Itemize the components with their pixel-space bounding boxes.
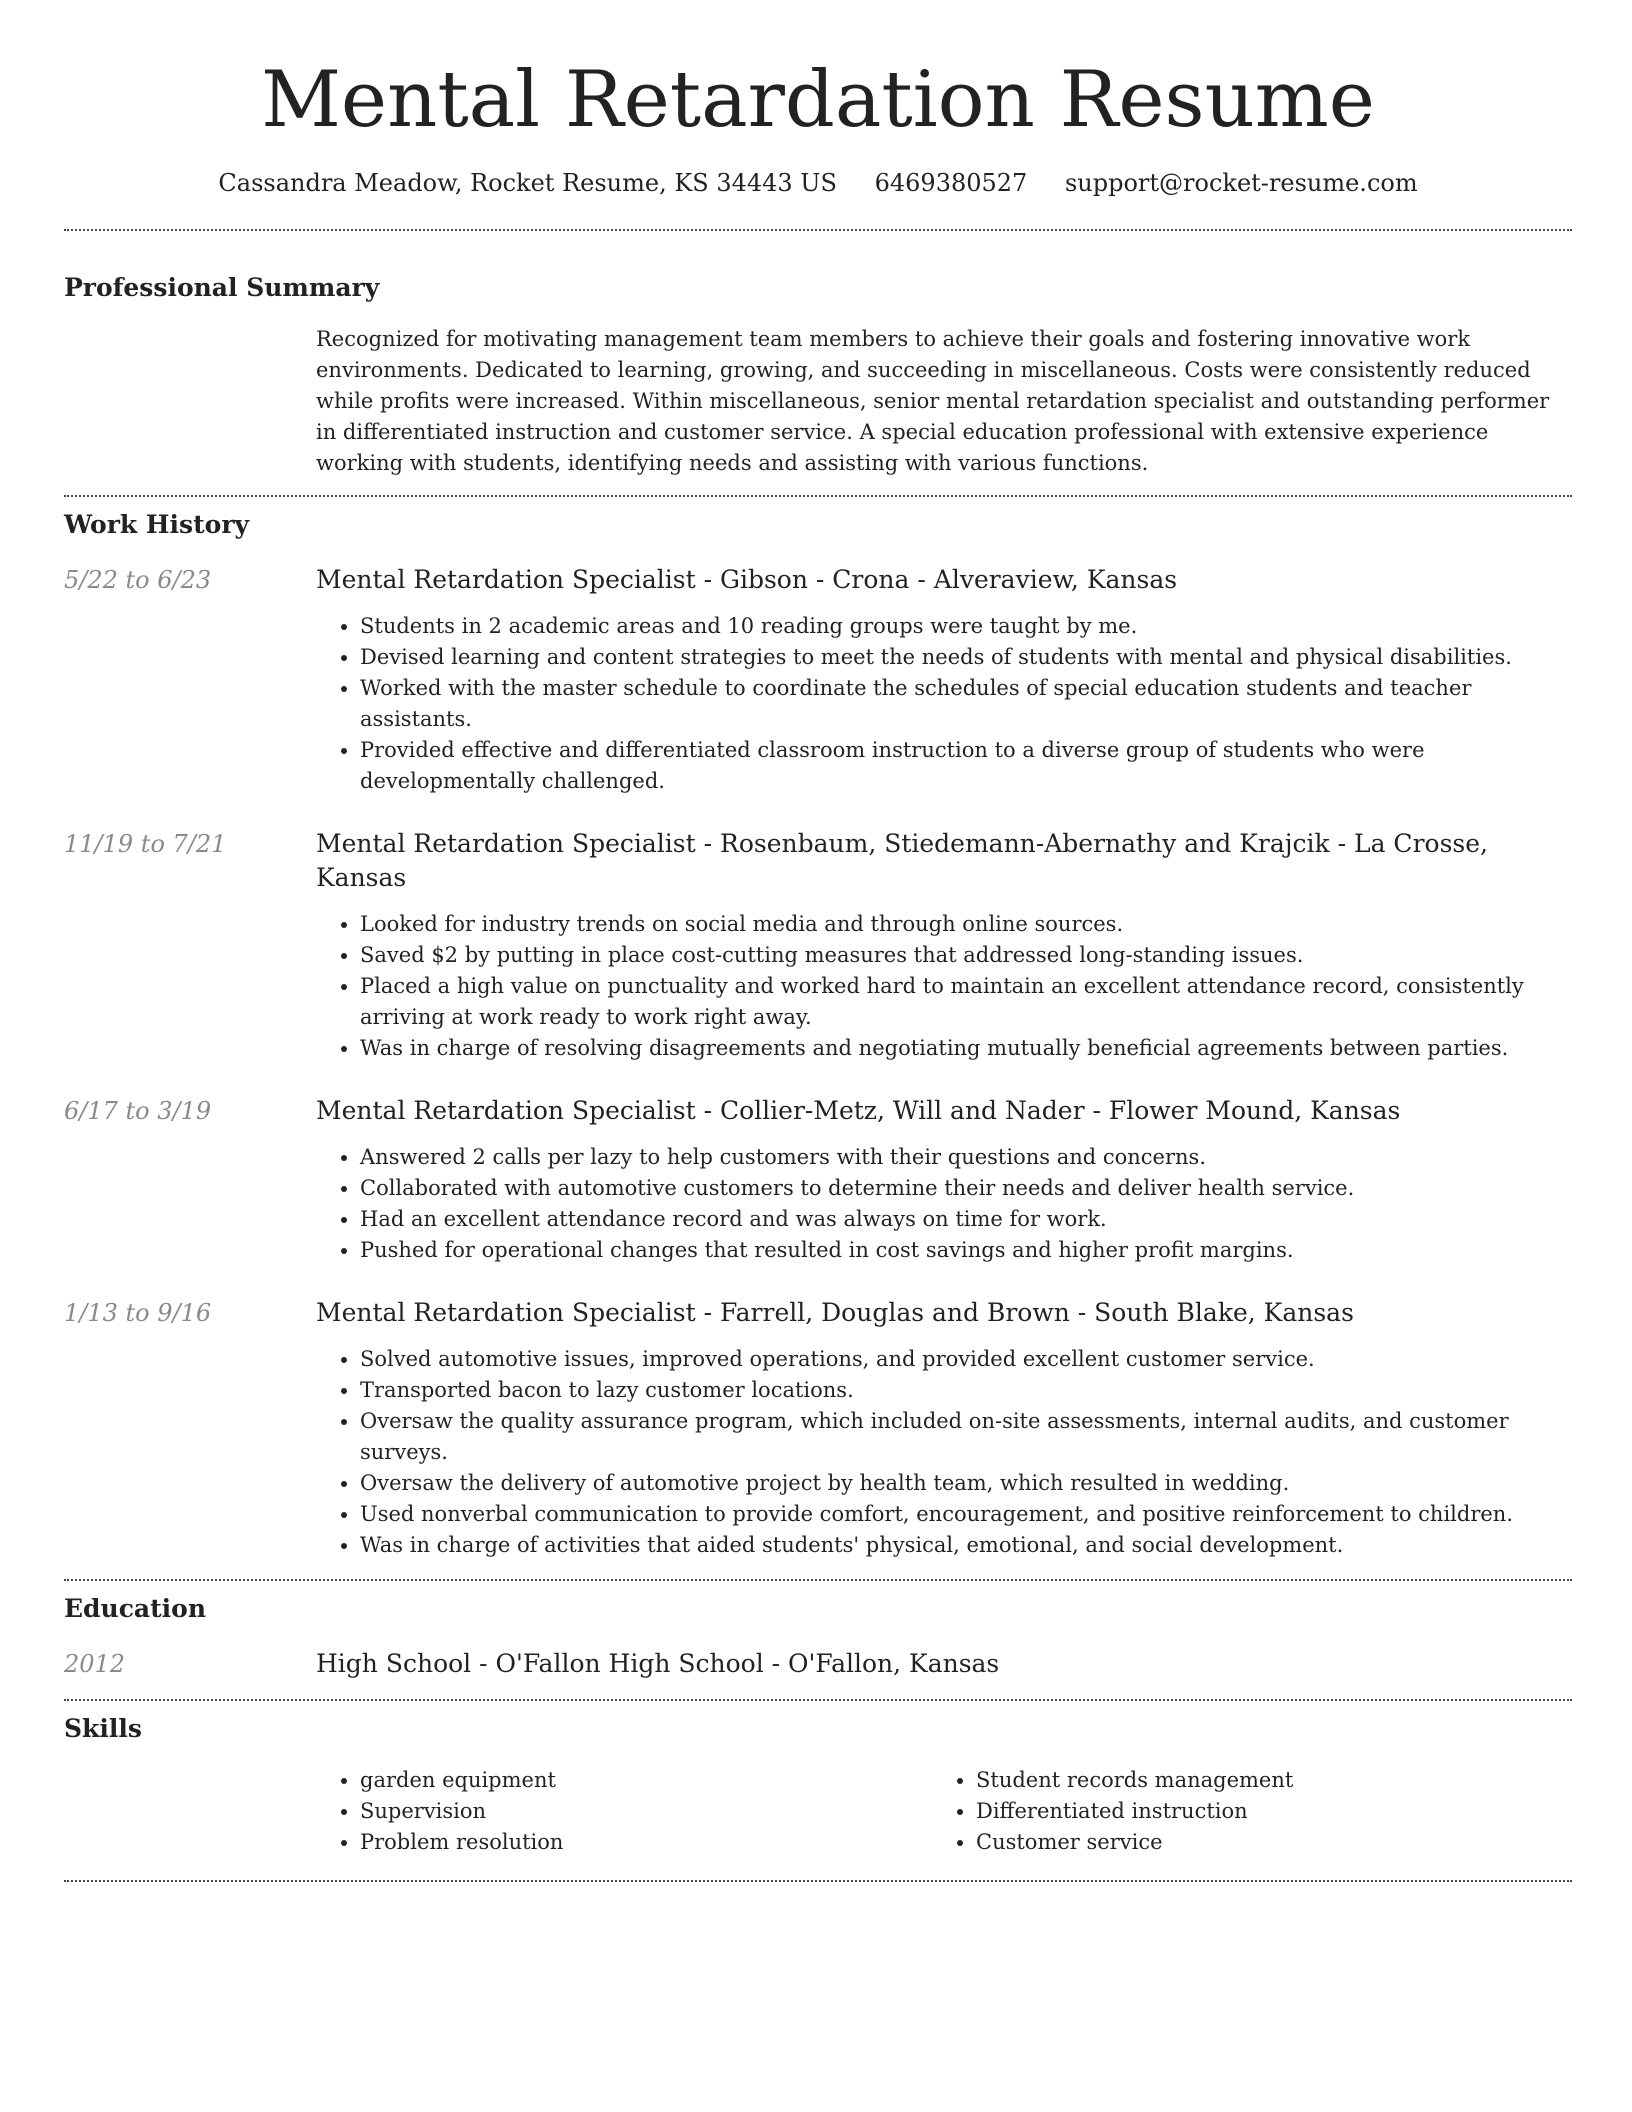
skills-column-right	[932, 1765, 1576, 1858]
skills-heading: Skills	[64, 1714, 142, 1743]
list-item: • Was in charge of activities that aided students' physical, emotional, and social development.	[360, 1530, 1572, 1561]
divider	[64, 495, 1572, 497]
work-history-heading: Work History	[64, 510, 250, 539]
job-dates: 11/19 to 7/21	[64, 830, 227, 858]
job-bullets	[316, 1142, 1572, 1266]
contact-phone: 6469380527	[874, 169, 1028, 197]
summary-text: Recognized for motivating management team members to achieve their goals and fostering innovative work environments. Dedicated to learning, growing, and succeeding in miscellaneous. Costs were consistently reduced while profits were increased. Within miscellaneous, senior mental retardation specialist and outstanding performer in differentiated instruction and customer service. A special education professional with extensive experience working with students, identifying needs and assisting with various functions.	[316, 327, 1550, 475]
list-item: • Was in charge of resolving disagreements and negotiating mutually beneficial agreements between parties.	[360, 1033, 1572, 1064]
list-item: • Oversaw the quality assurance program, which included on-site assessments, internal audits, and customer surveys.	[360, 1406, 1572, 1468]
job-title	[316, 1094, 1572, 1128]
list-item: • Supervision	[360, 1796, 932, 1827]
resume-page	[64, 0, 1572, 1882]
divider	[64, 1579, 1572, 1581]
list-item: • Transported bacon to lazy customer locations.	[360, 1375, 1572, 1406]
education-year: 2012	[64, 1650, 126, 1678]
summary-heading: Professional Summary	[64, 273, 380, 302]
job-role: Mental Retardation Specialist	[316, 1096, 696, 1125]
job-entry	[64, 563, 1572, 797]
list-item: • Answered 2 calls per lazy to help customers with their questions and concerns.	[360, 1142, 1572, 1173]
skills-column-left	[316, 1765, 932, 1858]
job-bullets	[316, 1344, 1572, 1561]
list-item: • garden equipment	[360, 1765, 932, 1796]
skills-list	[316, 1765, 1572, 1858]
job-details: - Collier-Metz, Will and Nader - Flower Mound, Kansas	[695, 1096, 1401, 1125]
job-entry	[64, 827, 1572, 1064]
list-item: • Placed a high value on punctuality and worked hard to maintain an excellent attendance record, consistently arriving at work ready to work right away.	[360, 971, 1572, 1033]
job-details: - Rosenbaum, Stiedemann-Abernathy and Krajcik - La Crosse, Kansas	[316, 829, 1488, 892]
education-entry	[64, 1647, 1572, 1681]
contact-email: support@rocket-resume.com	[1064, 169, 1418, 197]
divider	[64, 1699, 1572, 1701]
list-item: • Students in 2 academic areas and 10 reading groups were taught by me.	[360, 611, 1572, 642]
divider	[64, 229, 1572, 231]
summary-section	[64, 271, 1572, 479]
job-details: - Gibson - Crona - Alveraview, Kansas	[695, 565, 1178, 594]
list-item: • Used nonverbal communication to provide comfort, encouragement, and positive reinforcement to children.	[360, 1499, 1572, 1530]
job-bullets	[316, 611, 1572, 797]
list-item: • Pushed for operational changes that resulted in cost savings and higher profit margins.	[360, 1235, 1572, 1266]
work-history-section	[64, 508, 1572, 1561]
education-section	[64, 1592, 1572, 1681]
education-details: - O'Fallon High School - O'Fallon, Kansas	[471, 1649, 1000, 1678]
job-entry	[64, 1296, 1572, 1561]
job-bullets	[316, 909, 1572, 1064]
job-details: - Farrell, Douglas and Brown - South Blake, Kansas	[695, 1298, 1354, 1327]
list-item: • Problem resolution	[360, 1827, 932, 1858]
job-role: Mental Retardation Specialist	[316, 829, 696, 858]
list-item: • Differentiated instruction	[976, 1796, 1576, 1827]
list-item: • Solved automotive issues, improved operations, and provided excellent customer service.	[360, 1344, 1572, 1375]
resume-title: Mental Retardation Resume	[261, 55, 1375, 145]
list-item: • Customer service	[976, 1827, 1576, 1858]
contact-address: Cassandra Meadow, Rocket Resume, KS 34443 US	[218, 169, 837, 197]
list-item: • Had an excellent attendance record and was always on time for work.	[360, 1204, 1572, 1235]
list-item: • Saved $2 by putting in place cost-cutting measures that addressed long-standing issues.	[360, 940, 1572, 971]
education-heading: Education	[64, 1594, 207, 1623]
list-item: • Provided effective and differentiated classroom instruction to a diverse group of students who were developmentally challenged.	[360, 735, 1572, 797]
job-entry	[64, 1094, 1572, 1266]
job-title	[316, 1296, 1572, 1330]
list-item: • Devised learning and content strategies to meet the needs of students with mental and physical disabilities.	[360, 642, 1572, 673]
list-item: • Oversaw the delivery of automotive project by health team, which resulted in wedding.	[360, 1468, 1572, 1499]
education-degree: High School	[316, 1649, 472, 1678]
divider	[64, 1880, 1572, 1882]
list-item: • Looked for industry trends on social media and through online sources.	[360, 909, 1572, 940]
skills-section	[64, 1712, 1572, 1858]
list-item: • Collaborated with automotive customers to determine their needs and deliver health service.	[360, 1173, 1572, 1204]
job-role: Mental Retardation Specialist	[316, 1298, 696, 1327]
education-title	[316, 1647, 1572, 1681]
list-item: • Student records management	[976, 1765, 1576, 1796]
job-title	[316, 563, 1572, 597]
list-item: • Worked with the master schedule to coordinate the schedules of special education students and teacher assistants.	[360, 673, 1572, 735]
job-title	[316, 827, 1572, 895]
job-dates: 5/22 to 6/23	[64, 566, 212, 594]
job-dates: 6/17 to 3/19	[64, 1097, 212, 1125]
job-role: Mental Retardation Specialist	[316, 565, 696, 594]
job-dates: 1/13 to 9/16	[64, 1299, 212, 1327]
contact-line	[64, 166, 1572, 200]
